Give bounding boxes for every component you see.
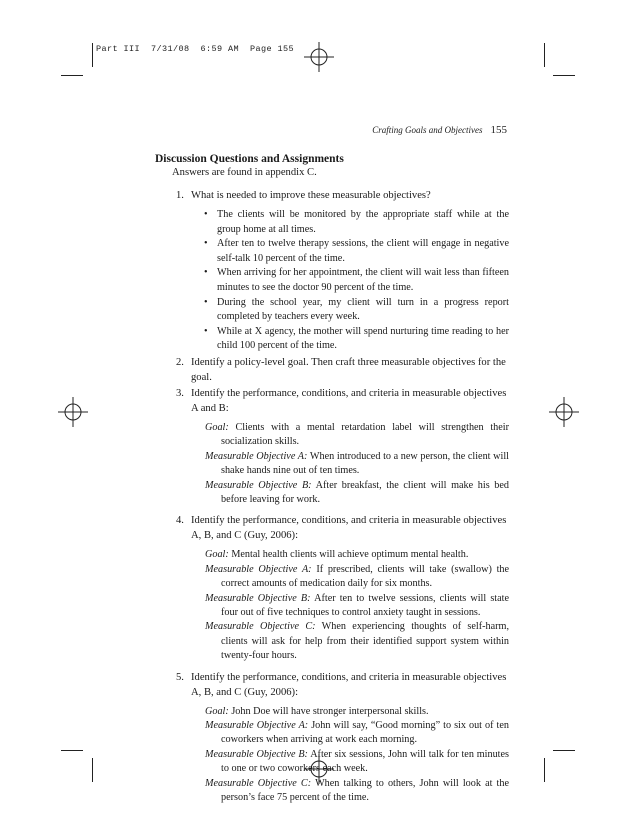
goal-line — [205, 421, 509, 450]
question-item — [155, 670, 509, 806]
objective-label: Measurable Objective C: — [205, 621, 316, 633]
question-text: Identify the performance, conditions, and criteria in measurable objectives A, B, and C (Guy, 2006): — [191, 515, 507, 542]
question-item — [155, 386, 509, 507]
objective-line — [205, 719, 509, 748]
crop-mark-bottom-left-h — [61, 750, 83, 751]
bullet-item: • While at X agency, the mother will spend nurturing time reading to her child 100 percent of the time. — [204, 325, 509, 354]
goal-label: Goal: — [205, 549, 229, 561]
crop-mark-bottom-right-h — [553, 750, 575, 751]
question-text: Identify the performance, conditions, and criteria in measurable objectives A, B, and C (Guy, 2006): — [191, 671, 507, 698]
objective-line — [205, 592, 509, 621]
running-head-title: Crafting Goals and Objectives — [372, 125, 483, 135]
crop-mark-bottom-left-v — [92, 758, 93, 782]
objective-text: John will say, “Good morning” to six out of ten coworkers when arriving at work each morning. — [221, 720, 510, 746]
printer-slug-line: Part III 7/31/08 6:59 AM Page 155 — [96, 44, 295, 54]
objective-label: Measurable Objective B: — [205, 748, 308, 760]
goal-label: Goal: — [205, 421, 229, 433]
objective-text: When introduced to a new person, the client will shake hands nine out of ten times. — [221, 450, 509, 477]
objective-line — [205, 620, 509, 663]
objective-label: Measurable Objective A: — [205, 563, 312, 575]
question-number: 5. — [176, 671, 184, 683]
objective-label: Measurable Objective C: — [205, 777, 312, 789]
bullet-item: • After ten to twelve therapy sessions, the client will engage in negative self-talk 10 percent of the time. — [204, 237, 509, 266]
question-item — [155, 513, 509, 663]
objective-label: Measurable Objective B: — [205, 592, 311, 604]
goal-text: Clients with a mental retardation label will strengthen their socialization skills. — [221, 421, 509, 448]
objective-line — [205, 748, 509, 777]
goal-text: Mental health clients will achieve optimum mental health. — [231, 549, 469, 561]
registration-mark-right-icon — [549, 397, 579, 427]
section-heading: Discussion Questions and Assignments — [155, 153, 344, 165]
bullet-item: • The clients will be monitored by the appropriate staff while at the group home at all times. — [204, 208, 509, 237]
question-text: What is needed to improve these measurable objectives? — [191, 190, 431, 201]
objective-text: When talking to others, John will look at the person’s face 75 percent of the time. — [221, 777, 509, 804]
question-item — [155, 188, 509, 354]
running-head — [372, 124, 507, 136]
bullet-item: • During the school year, my client will turn in a progress report completed by teachers every week. — [204, 296, 509, 325]
objective-label: Measurable Objective A: — [205, 450, 308, 462]
objective-text: After six sessions, John will talk for ten minutes to one or two coworkers each week. — [221, 748, 509, 775]
question-number: 1. — [176, 190, 184, 201]
objective-block — [191, 421, 509, 507]
objective-block — [191, 705, 509, 806]
section-intro: Answers are found in appendix C. — [172, 167, 317, 178]
goal-text: John Doe will have stronger interpersonal skills. — [231, 705, 429, 717]
crop-mark-top-right-v — [544, 43, 545, 67]
objective-label: Measurable Objective B: — [205, 479, 312, 491]
registration-mark-top-icon — [304, 42, 334, 72]
goal-line — [205, 705, 509, 719]
objective-line — [205, 479, 509, 508]
page-content — [155, 148, 509, 811]
registration-mark-left-icon — [58, 397, 88, 427]
goal-label: Goal: — [205, 705, 229, 717]
crop-mark-top-left-v — [92, 43, 93, 67]
question-number: 3. — [176, 387, 184, 399]
objective-line — [205, 450, 509, 479]
objective-block — [191, 548, 509, 663]
crop-mark-top-right-h — [553, 75, 575, 76]
question-item — [155, 355, 509, 385]
question-list — [155, 188, 509, 805]
question-text: Identify the performance, conditions, and criteria in measurable objectives A and B: — [191, 387, 507, 414]
objective-text: After breakfast, the client will make his bed before leaving for work. — [221, 479, 510, 505]
bullet-list — [191, 208, 509, 354]
bullet-item: • When arriving for her appointment, the client will wait less than fifteen minutes to see the doctor 90 percent of the time. — [204, 266, 509, 295]
question-number: 2. — [176, 356, 184, 368]
question-number: 4. — [176, 515, 184, 527]
page-number: 155 — [490, 124, 507, 136]
goal-line — [205, 548, 509, 562]
crop-mark-bottom-right-v — [544, 758, 545, 782]
objective-text: When experiencing thoughts of self-harm, clients will ask for help from their identified support system within twenty-four hours. — [221, 621, 509, 662]
objective-line — [205, 777, 509, 806]
objective-label: Measurable Objective A: — [205, 720, 309, 732]
crop-mark-top-left-h — [61, 75, 83, 76]
objective-line — [205, 563, 509, 592]
objective-text: After ten to twelve sessions, clients will state four out of five techniques to control anxiety taught in sessions. — [221, 592, 510, 618]
question-text: Identify a policy-level goal. Then craft three measurable objectives for the goal. — [191, 356, 506, 383]
objective-text: If prescribed, clients will take (swallow) the correct amounts of medication daily for six months. — [221, 563, 510, 590]
